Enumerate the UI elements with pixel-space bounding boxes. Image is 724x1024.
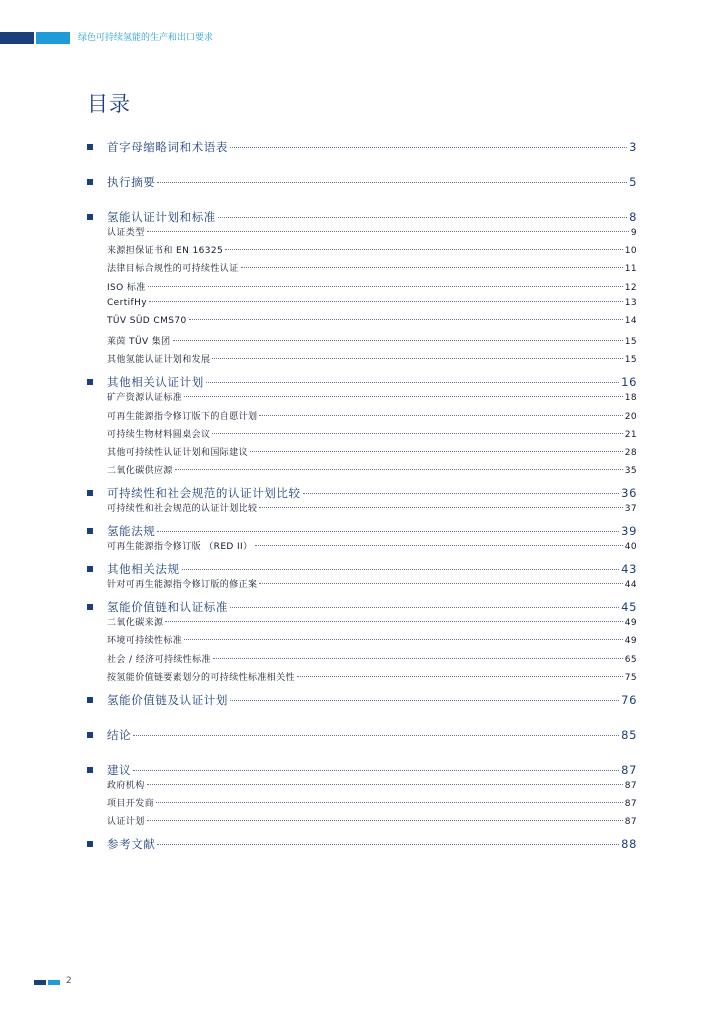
toc-entry-page: 49 xyxy=(624,618,637,629)
toc-entry-label: 氢能价值链及认证计划 xyxy=(107,692,228,707)
toc-subentry[interactable] xyxy=(107,463,637,476)
toc-entry[interactable] xyxy=(107,209,637,225)
dot-leader xyxy=(147,231,629,232)
toc-entry-page: 43 xyxy=(621,562,637,577)
dot-leader xyxy=(157,182,627,183)
toc-entry-label: 环境可持续性标准 xyxy=(107,636,183,647)
dot-leader xyxy=(184,639,623,640)
toc-entry-label: 针对可再生能源指令修订版的修正案 xyxy=(107,580,258,591)
dot-leader xyxy=(212,358,622,359)
toc-entry[interactable] xyxy=(107,523,637,539)
toc-entry-page: 36 xyxy=(621,486,637,501)
toc-entry[interactable] xyxy=(107,139,637,155)
toc-subentry[interactable] xyxy=(107,390,637,403)
toc-entry-page: 75 xyxy=(624,672,637,683)
toc-entry[interactable] xyxy=(107,374,637,390)
toc-entry-page: 12 xyxy=(624,282,637,293)
toc-entry[interactable] xyxy=(107,836,637,852)
toc-entry-page: 35 xyxy=(624,466,637,477)
toc-entry-page: 21 xyxy=(624,429,637,440)
bullet-square-icon xyxy=(87,490,93,496)
toc-entry-page: 11 xyxy=(624,264,637,275)
toc-subentry[interactable] xyxy=(107,539,637,552)
toc-entry-label: 二氧化碳供应源 xyxy=(107,466,173,477)
bullet-square-icon xyxy=(87,214,93,220)
footer-mark-dark xyxy=(34,980,46,985)
toc-subentry[interactable] xyxy=(107,243,637,256)
toc-entry-label: 可持续性和社会规范的认证计划比较 xyxy=(107,504,258,515)
dot-leader xyxy=(259,583,622,584)
toc-entry-label: 矿产资源认证标准 xyxy=(107,393,183,404)
dot-leader xyxy=(147,820,623,821)
toc-subentry[interactable] xyxy=(107,577,637,590)
dot-leader xyxy=(157,844,619,845)
toc-subentry[interactable] xyxy=(107,501,637,514)
dot-leader xyxy=(241,267,623,268)
dot-leader xyxy=(255,545,623,546)
toc-entry-page: 37 xyxy=(624,504,637,515)
toc-entry-page: 65 xyxy=(624,654,637,665)
dot-leader xyxy=(133,770,619,771)
page-number: 2 xyxy=(66,976,72,986)
toc-entry-label: 政府机构 xyxy=(107,780,145,791)
toc-subentry[interactable] xyxy=(107,814,637,827)
dot-leader xyxy=(230,147,627,148)
toc-subentry[interactable] xyxy=(107,445,637,458)
toc-entry-page: 88 xyxy=(621,837,637,852)
toc-entry-page: 45 xyxy=(621,600,637,615)
toc-entry-label: CertifHy xyxy=(107,297,148,308)
toc-entry-label: 首字母缩略词和术语表 xyxy=(107,140,228,154)
toc-subentry[interactable] xyxy=(107,298,637,311)
toc-subentry[interactable] xyxy=(107,352,637,365)
footer-marks xyxy=(34,980,60,985)
toc-subentry[interactable] xyxy=(107,280,637,293)
toc-entry-label: 项目开发商 xyxy=(107,799,155,809)
toc-entry-page: 76 xyxy=(621,692,637,707)
toc-entry-page: 87 xyxy=(624,780,637,791)
toc-entry-label: 建议 xyxy=(107,762,132,777)
dot-leader xyxy=(184,396,623,397)
toc-entry[interactable] xyxy=(107,174,637,190)
toc-entry-page: 39 xyxy=(621,524,637,539)
toc-entry-label: 结论 xyxy=(107,727,132,742)
footer-mark-light xyxy=(48,980,60,985)
dot-leader xyxy=(230,607,619,608)
dot-leader xyxy=(259,507,622,508)
dot-leader xyxy=(218,217,627,218)
toc-entry-label: 执行摘要 xyxy=(107,175,156,189)
toc-title: 目录 xyxy=(87,92,131,116)
toc-entry-label: 其他氢能认证计划和发展 xyxy=(107,355,211,366)
toc-entry-page: 44 xyxy=(624,580,637,591)
toc-entry-page: 18 xyxy=(624,393,637,404)
dot-leader xyxy=(157,531,619,532)
toc-entry[interactable] xyxy=(107,762,637,778)
toc-entry-label: 认证类型 xyxy=(107,228,145,238)
dot-leader xyxy=(182,569,620,570)
toc-entry-label: TÜV SÜD CMS70 xyxy=(107,316,187,326)
toc-entry-label: 氢能价值链和认证标准 xyxy=(107,600,228,615)
toc-subentry[interactable] xyxy=(107,225,637,238)
toc-entry-label: 来源担保证书和 EN 16325 xyxy=(107,246,224,257)
dot-leader xyxy=(189,319,623,320)
toc-entry-page: 49 xyxy=(624,636,637,647)
bullet-square-icon xyxy=(87,179,93,185)
dot-leader xyxy=(250,451,623,452)
bullet-square-icon xyxy=(87,732,93,738)
toc-entry[interactable] xyxy=(107,561,637,577)
dot-leader xyxy=(213,658,623,659)
toc-entry-page: 3 xyxy=(629,140,637,154)
toc-entry-label: 社会 / 经济可持续性标准 xyxy=(107,654,211,665)
bullet-square-icon xyxy=(87,841,93,847)
bullet-square-icon xyxy=(87,697,93,703)
toc-entry-label: 可持续生物材料圆桌会议 xyxy=(107,429,211,440)
toc-subentry[interactable] xyxy=(107,615,637,628)
toc-entry-label: 二氧化碳来源 xyxy=(107,618,164,629)
dot-leader xyxy=(175,469,623,470)
toc-entry-label: 可再生能源指令修订版下的自愿计划 xyxy=(107,411,258,422)
dot-leader xyxy=(212,433,622,434)
toc-subentry[interactable] xyxy=(107,652,637,665)
toc-subentry[interactable] xyxy=(107,633,637,646)
toc-entry[interactable] xyxy=(107,692,637,708)
toc-entry-label: 可再生能源指令修订版 （RED II） xyxy=(107,542,253,553)
toc-entry[interactable] xyxy=(107,727,637,743)
toc-entry[interactable] xyxy=(107,485,637,501)
dot-leader xyxy=(259,415,622,416)
toc-entry-page: 40 xyxy=(624,542,637,553)
bullet-square-icon xyxy=(87,767,93,773)
toc-entry-page: 28 xyxy=(624,448,637,458)
dot-leader xyxy=(133,735,619,736)
dot-leader xyxy=(165,621,622,622)
toc-subentry[interactable] xyxy=(107,334,637,347)
toc-entry-page: 15 xyxy=(624,355,637,366)
bullet-square-icon xyxy=(87,604,93,610)
dot-leader xyxy=(173,340,623,341)
toc-subentry[interactable] xyxy=(107,261,637,274)
toc-subentry[interactable] xyxy=(107,427,637,440)
running-header-title: 绿色可持续氢能的生产和出口要求 xyxy=(78,33,214,43)
toc-entry-page: 10 xyxy=(624,246,637,257)
toc-subentry[interactable] xyxy=(107,796,637,809)
toc-entry-page: 85 xyxy=(621,727,637,742)
toc-entry-page: 87 xyxy=(621,762,637,777)
toc-subentry[interactable] xyxy=(107,316,637,329)
bullet-square-icon xyxy=(87,379,93,385)
toc-entry-label: 按氢能价值链要素划分的可持续性标准相关性 xyxy=(107,672,296,683)
toc-entry-page: 20 xyxy=(624,411,637,422)
dot-leader xyxy=(156,802,623,803)
toc-entry-page: 9 xyxy=(630,228,637,238)
dot-leader xyxy=(303,493,620,494)
toc-entry-label: ISO 标准 xyxy=(107,282,146,293)
toc-entry-label: 法律目标合规性的可持续性认证 xyxy=(107,264,239,275)
toc-entry-label: 参考文献 xyxy=(107,837,156,852)
toc-entry[interactable] xyxy=(107,599,637,615)
dot-leader xyxy=(225,249,623,250)
toc-entry-label: 氢能认证计划和标准 xyxy=(107,210,216,224)
bullet-square-icon xyxy=(87,566,93,572)
dot-leader xyxy=(230,700,619,701)
toc-entry-label: 其他可持续性认证计划和国际建议 xyxy=(107,448,249,458)
bullet-square-icon xyxy=(87,144,93,150)
toc-entry-page: 5 xyxy=(629,175,637,189)
toc-entry-page: 14 xyxy=(624,316,637,326)
toc-subentry[interactable] xyxy=(107,670,637,683)
toc-entry-label: 可持续性和社会规范的认证计划比较 xyxy=(107,486,301,501)
toc-subentry[interactable] xyxy=(107,409,637,422)
dot-leader xyxy=(148,286,623,287)
toc-entry-page: 15 xyxy=(624,337,637,348)
toc-entry-page: 87 xyxy=(624,817,637,828)
toc-entry-page: 8 xyxy=(629,210,637,224)
toc-entry-page: 87 xyxy=(624,799,637,809)
toc-entry-label: 莱茵 TÜV 集团 xyxy=(107,337,171,348)
bullet-square-icon xyxy=(87,528,93,534)
dot-leader xyxy=(297,676,623,677)
toc-entry-page: 13 xyxy=(624,297,637,308)
dot-leader xyxy=(206,382,619,383)
toc-entry-label: 氢能法规 xyxy=(107,524,156,539)
dot-leader xyxy=(147,784,623,785)
toc-subentry[interactable] xyxy=(107,778,637,791)
toc-entry-page: 16 xyxy=(621,375,637,390)
dot-leader xyxy=(149,301,623,302)
toc-entry-label: 其他相关法规 xyxy=(107,562,180,577)
toc-entry-label: 认证计划 xyxy=(107,817,145,828)
toc-entry-label: 其他相关认证计划 xyxy=(107,375,204,390)
